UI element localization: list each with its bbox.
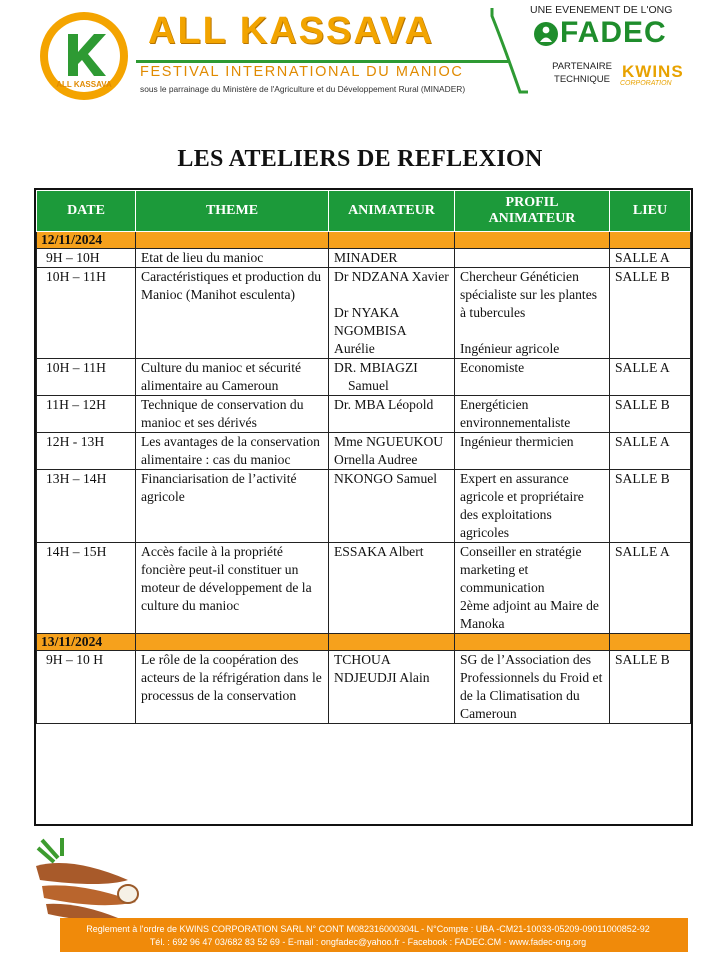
- profil-text: 2ème adjoint au Maire de Manoka: [460, 598, 599, 631]
- header-lieu: LIEU: [610, 191, 691, 232]
- footer-contact-info: Tél. : 692 96 47 03/682 83 52 69 - E-mail : ongfadec@yahoo.fr - Facebook : FADEC.CM - www.fadec-ong.org: [149, 937, 587, 947]
- table-row: [37, 359, 691, 396]
- header-profil-line-1: PROFIL: [505, 195, 559, 210]
- table-header-row: [37, 191, 691, 232]
- theme-cell: Caractéristiques et production du Manioc (Manihot esculenta): [136, 268, 329, 359]
- partner-label-line-1: PARTENAIRE: [552, 61, 612, 72]
- footer-payment-info: Reglement à l'ordre de KWINS CORPORATION SARL N° CONT M082316000304L - N°Compte : UBA -CM21-10033-05209-09011000852-92: [86, 924, 650, 934]
- animateur-cell: Dr. MBA Léopold: [329, 396, 455, 433]
- time-cell: 12H - 13H: [37, 433, 136, 470]
- lieu-cell: SALLE A: [610, 433, 691, 470]
- partner-label: [542, 60, 622, 86]
- header-animateur: ANIMATEUR: [329, 191, 455, 232]
- time-cell: 10H – 11H: [37, 268, 136, 359]
- profil-cell: Expert en assurance agricole et propriétaire des exploitations agricoles: [455, 470, 610, 543]
- table-row: [37, 268, 691, 359]
- profil-cell: SG de l’Association des Professionnels du Froid et de la Climatisation du Cameroun: [455, 651, 610, 724]
- lieu-cell: SALLE B: [610, 268, 691, 359]
- theme-cell: Le rôle de la coopération des acteurs de la réfrigération dans le processus de la conservation: [136, 651, 329, 724]
- table-row: [37, 543, 691, 634]
- profil-cell: [455, 543, 610, 634]
- date-cell: 13/11/2024: [37, 634, 136, 651]
- table-row: [37, 396, 691, 433]
- table-row: [37, 249, 691, 268]
- profil-text: Conseiller en stratégie marketing et communication: [460, 544, 582, 595]
- time-cell: 13H – 14H: [37, 470, 136, 543]
- lieu-cell: SALLE A: [610, 249, 691, 268]
- animateur-cell: ESSAKA Albert: [329, 543, 455, 634]
- lieu-cell: SALLE A: [610, 543, 691, 634]
- ong-label: UNE EVENEMENT DE L'ONG: [530, 4, 673, 16]
- lieu-cell: SALLE B: [610, 651, 691, 724]
- header-profil-line-2: ANIMATEUR: [488, 211, 576, 226]
- animateur-cell: [329, 359, 455, 396]
- lieu-cell: SALLE B: [610, 396, 691, 433]
- cassava-illustration: [32, 836, 142, 926]
- animateur-name: Samuel: [348, 378, 389, 393]
- theme-cell: Etat de lieu du manioc: [136, 249, 329, 268]
- date-row: [37, 634, 691, 651]
- time-cell: 9H – 10H: [37, 249, 136, 268]
- fadec-person-icon: [533, 21, 559, 47]
- date-row: [37, 232, 691, 249]
- kwins-logo: KWINS: [622, 62, 684, 81]
- profil-cell: [455, 249, 610, 268]
- profil-text: Chercheur Généticien spécialiste sur les plantes à tubercules: [460, 269, 598, 320]
- animateur-cell: [329, 268, 455, 359]
- page-header: [0, 0, 720, 110]
- profil-text: Ingénieur agricole: [460, 341, 560, 356]
- profil-cell: Energéticien environnementaliste: [455, 396, 610, 433]
- fadec-logo-text: FADEC: [560, 16, 667, 49]
- lieu-cell: SALLE A: [610, 359, 691, 396]
- time-cell: 11H – 12H: [37, 396, 136, 433]
- date-cell: 12/11/2024: [37, 232, 136, 249]
- table-row: [37, 433, 691, 470]
- animateur-cell: NKONGO Samuel: [329, 470, 455, 543]
- time-cell: 10H – 11H: [37, 359, 136, 396]
- animateur-name: Dr NYAKA NGOMBISA Aurélie: [334, 305, 406, 356]
- page-title: LES ATELIERS DE REFLEXION: [177, 146, 543, 172]
- animateur-name: Dr NDZANA Xavier: [334, 269, 449, 284]
- brand-subtitle: FESTIVAL INTERNATIONAL DU MANIOC: [140, 64, 464, 80]
- header-date: DATE: [37, 191, 136, 232]
- profil-cell: [455, 268, 610, 359]
- time-cell: 14H – 15H: [37, 543, 136, 634]
- animateur-name: DR. MBIAGZI: [334, 360, 418, 375]
- theme-cell: Culture du manioc et sécurité alimentaire au Cameroun: [136, 359, 329, 396]
- theme-cell: Financiarisation de l’activité agricole: [136, 470, 329, 543]
- logo-caption: ALL KASSAVA: [56, 80, 112, 89]
- brand-title: ALL KASSAVA: [148, 10, 434, 52]
- table-row: [37, 470, 691, 543]
- kwins-subtitle: CORPORATION: [620, 80, 672, 87]
- animateur-cell: TCHOUA NDJEUDJI Alain: [329, 651, 455, 724]
- theme-cell: Les avantages de la conservation alimentaire : cas du manioc: [136, 433, 329, 470]
- profil-cell: Ingénieur thermicien: [455, 433, 610, 470]
- workshop-table: [34, 188, 693, 826]
- animateur-cell: Mme NGUEUKOU Ornella Audree: [329, 433, 455, 470]
- animateur-cell: MINADER: [329, 249, 455, 268]
- header-divider: [490, 6, 530, 96]
- patronage-text: sous le parrainage du Ministère de l'Agriculture et du Développement Rural (MINADER): [140, 84, 466, 94]
- partner-label-line-2: TECHNIQUE: [554, 74, 610, 85]
- header-profil: [455, 191, 610, 232]
- brand-rule: [136, 60, 508, 63]
- table-row: [37, 651, 691, 724]
- time-cell: 9H – 10 H: [37, 651, 136, 724]
- profil-cell: Economiste: [455, 359, 610, 396]
- theme-cell: Technique de conservation du manioc et ses dérivés: [136, 396, 329, 433]
- lieu-cell: SALLE B: [610, 470, 691, 543]
- header-theme: THEME: [136, 191, 329, 232]
- theme-cell: Accès facile à la propriété foncière peut-il constituer un moteur de développement de la culture du manioc: [136, 543, 329, 634]
